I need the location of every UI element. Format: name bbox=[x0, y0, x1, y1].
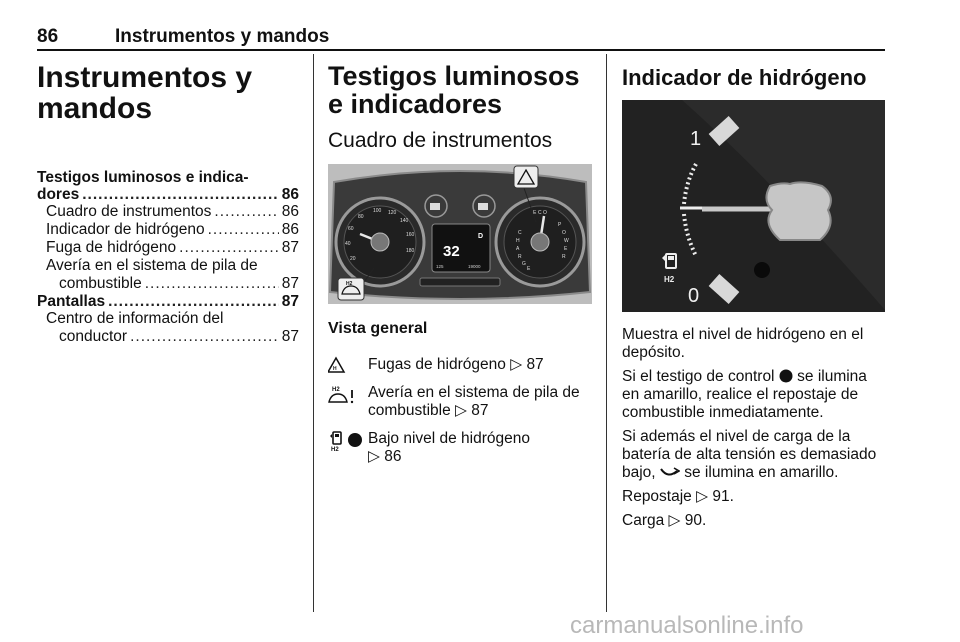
svg-text:180: 180 bbox=[406, 248, 415, 254]
column-indicators bbox=[328, 61, 592, 465]
svg-text:40: 40 bbox=[345, 241, 351, 247]
overview-item-text: Avería en el sistema de pila de combustible bbox=[368, 384, 580, 419]
fuel-cell-fault-icon bbox=[328, 384, 366, 406]
svg-text:60: 60 bbox=[348, 226, 354, 232]
column-divider bbox=[313, 54, 314, 612]
toc-entry[interactable] bbox=[37, 239, 299, 257]
toc-entry-label: Indicador de hidrógeno bbox=[46, 221, 205, 238]
toc-entry[interactable] bbox=[37, 186, 299, 203]
page-reference[interactable]: 91. bbox=[712, 488, 734, 505]
section-title: Testigos luminosos e indicadores bbox=[328, 61, 580, 119]
warning-light-icon bbox=[754, 262, 770, 278]
overview-item-text: Bajo nivel de hidrógeno bbox=[368, 430, 531, 447]
subsection-title: Cuadro de instrumentos bbox=[328, 129, 553, 152]
watermark: carmanualsonline.info bbox=[570, 612, 804, 639]
charging-plug-icon bbox=[660, 467, 680, 479]
reference-arrow-icon: ▷ bbox=[696, 488, 709, 505]
toc-entry-label[interactable]: Testigos luminosos e indica- bbox=[37, 169, 249, 186]
gear-indicator: D bbox=[478, 233, 484, 240]
svg-text:20: 20 bbox=[350, 256, 356, 262]
toc-page: 86 bbox=[281, 186, 299, 203]
svg-text:E: E bbox=[527, 266, 531, 272]
speed-readout: 32 bbox=[443, 243, 460, 260]
paragraph: Repostaje ▷ 91. bbox=[622, 488, 734, 505]
hydrogen-leak-icon bbox=[328, 356, 366, 378]
overview-title: Vista general bbox=[328, 320, 428, 337]
svg-text:E: E bbox=[564, 246, 568, 252]
paragraph: Muestra el nivel de hidrógeno en el depósito. bbox=[622, 326, 864, 361]
page-reference[interactable]: 87 bbox=[526, 356, 544, 373]
toc-page: 87 bbox=[281, 275, 299, 292]
svg-text:R: R bbox=[562, 254, 566, 260]
column-contents bbox=[37, 62, 299, 346]
svg-text:H2: H2 bbox=[332, 387, 340, 393]
column-hydrogen-gauge bbox=[622, 65, 886, 529]
svg-text:160: 160 bbox=[406, 232, 415, 238]
svg-text:H2: H2 bbox=[664, 275, 675, 284]
page-reference[interactable]: 86 bbox=[384, 448, 402, 465]
svg-text:H: H bbox=[333, 366, 337, 372]
svg-text:140: 140 bbox=[400, 218, 409, 224]
toc-entry-label: Fuga de hidrógeno bbox=[46, 239, 177, 256]
toc-page: 87 bbox=[281, 293, 299, 310]
page-reference[interactable]: 90. bbox=[684, 512, 707, 529]
power-gauge-label: C bbox=[518, 230, 522, 236]
toc-entry[interactable] bbox=[37, 221, 299, 239]
toc-entry[interactable] bbox=[37, 203, 299, 221]
svg-text:G: G bbox=[522, 261, 526, 267]
toc-entry-label: Cuadro de instrumentos bbox=[46, 203, 212, 220]
svg-text:C: C bbox=[538, 210, 542, 216]
svg-text:O: O bbox=[562, 230, 566, 236]
toc-entry-label[interactable]: Centro de información del bbox=[46, 310, 224, 327]
page-number: 86 bbox=[37, 26, 59, 47]
paragraph: Si además el nivel de carga de la batería de alta tensión es demasiado bajo, se ilumina en amarillo. bbox=[622, 428, 877, 481]
toc-entry-label: dores bbox=[37, 186, 80, 203]
odometer-readout: 19000 bbox=[468, 264, 481, 269]
reference-arrow-icon: ▷ bbox=[668, 512, 681, 529]
svg-text:P: P bbox=[558, 222, 562, 228]
svg-text:E: E bbox=[533, 210, 537, 216]
low-hydrogen-icon bbox=[328, 430, 366, 452]
paragraph: Si el testigo de control se ilumina en amarillo, realice el repostaje de combustible inmediatamente. bbox=[622, 368, 867, 421]
section-title: Indicador de hidrógeno bbox=[622, 65, 867, 90]
gauge-description bbox=[622, 326, 888, 536]
table-of-contents bbox=[37, 169, 299, 346]
reference-arrow-icon: ▷ bbox=[368, 448, 380, 465]
svg-text:O: O bbox=[543, 210, 547, 216]
warning-light-icon bbox=[779, 369, 793, 383]
toc-entry-label[interactable]: Avería en el sistema de pila de bbox=[46, 257, 258, 274]
overview-item-text: Fugas de hidrógeno bbox=[368, 356, 506, 373]
svg-text:A: A bbox=[516, 246, 520, 252]
header-title: Instrumentos y mandos bbox=[115, 26, 330, 47]
toc-entry[interactable] bbox=[37, 293, 299, 310]
toc-page: 87 bbox=[281, 239, 299, 256]
hydrogen-gauge-image bbox=[622, 100, 885, 312]
svg-text:W: W bbox=[564, 238, 569, 244]
trip-readout: 125 bbox=[436, 264, 444, 269]
toc-page: 86 bbox=[281, 221, 299, 238]
toc-entry[interactable] bbox=[37, 275, 299, 293]
svg-text:80: 80 bbox=[358, 214, 364, 220]
svg-text:R: R bbox=[518, 254, 522, 260]
gauge-empty-label: 0 bbox=[688, 285, 700, 307]
header-rule bbox=[37, 49, 885, 51]
svg-text:H2: H2 bbox=[331, 447, 339, 452]
toc-entry-label: conductor bbox=[59, 328, 128, 345]
instrument-cluster-image bbox=[328, 164, 592, 304]
svg-text:100: 100 bbox=[373, 208, 382, 214]
page-header bbox=[37, 24, 885, 50]
toc-entry-label: combustible bbox=[59, 275, 142, 292]
column-divider bbox=[606, 54, 607, 612]
gauge-full-label: 1 bbox=[690, 128, 702, 150]
paragraph: Carga ▷ 90. bbox=[622, 512, 707, 529]
svg-text:H2: H2 bbox=[346, 281, 353, 287]
toc-entry[interactable] bbox=[37, 328, 299, 346]
toc-page: 87 bbox=[281, 328, 299, 345]
section-title: Instrumentos y mandos bbox=[37, 61, 253, 125]
page-reference[interactable]: 87 bbox=[471, 402, 489, 419]
reference-arrow-icon: ▷ bbox=[510, 356, 523, 373]
toc-entry-label: Pantallas bbox=[37, 293, 106, 310]
toc-page: 86 bbox=[281, 203, 299, 220]
svg-text:H: H bbox=[516, 238, 520, 244]
reference-arrow-icon: ▷ bbox=[455, 402, 467, 419]
svg-text:120: 120 bbox=[388, 210, 397, 216]
